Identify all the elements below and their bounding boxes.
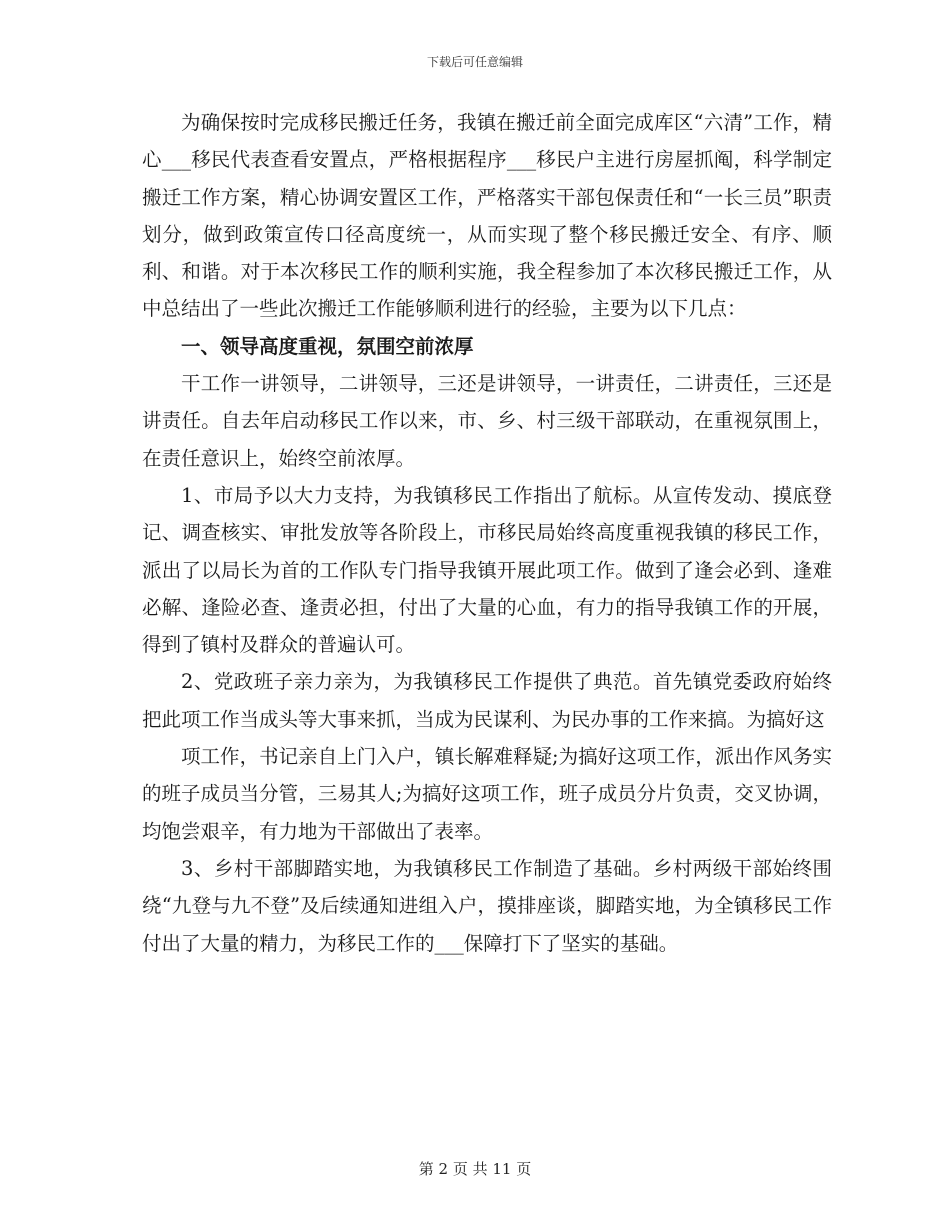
page-number: 第 2 页 共 11 页 — [418, 1160, 532, 1178]
paragraph-leadership: 干工作一讲领导，二讲领导，三还是讲领导，一讲责任，二讲责任，三还是讲责任。自去年启动移民工作以来，市、乡、村三级干部联动，在重视氛围上，在责任意识上，始终空前浓厚。 — [142, 372, 832, 470]
section-heading: 一、领导高度重视，氛围空前浓厚 — [181, 334, 474, 358]
paragraph-point-3: 3、乡村干部脚踏实地，为我镇移民工作制造了基础。乡村两级干部始终围绕“九登与九不登”及后续通知进组入户，摸排座谈，脚踏实地，为全镇移民工作付出了大量的精力，为移民工作的___保障打下了坚实的基础。 — [142, 856, 832, 955]
paragraph-intro: 为确保按时完成移民搬迁任务，我镇在搬迁前全面完成库区“六清”工作，精心___移民代表查看安置点，严格根据程序___移民户主进行房屋抓阄，科学制定搬迁工作方案，精心协调安置区工作，严格落实干部包保责任和“一长三员”职责划分，做到政策宣传口径高度统一，从而实现了整个移民搬迁安全、有序、顺利、和谐。对于本次移民工作的顺利实施，我全程参加了本次移民搬迁工作，从中总结出了一些此次搬迁工作能够顺利进行的经验，主要为以下几点： — [142, 111, 832, 321]
paragraph-point-1: 1、市局予以大力支持，为我镇移民工作指出了航标。从宣传发动、摸底登记、调查核实、审批发放等各阶段上，市移民局始终高度重视我镇的移民工作，派出了以局长为首的工作队专门指导我镇开展此项工作。做到了逢会必到、逢难必解、逢险必查、逢责必担，付出了大量的心血，有力的指导我镇工作的开展，得到了镇村及群众的普遍认可。 — [142, 483, 832, 657]
document-body — [142, 104, 832, 962]
paragraph-point-2-continued: 项工作，书记亲自上门入户，镇长解难释疑;为搞好这项工作，派出作风务实的班子成员当分管，三易其人;为搞好这项工作，班子成员分片负责，交叉协调，均饱尝艰辛，有力地为干部做出了表率。 — [142, 745, 832, 843]
page-header: 下载后可任意编辑 — [426, 55, 523, 69]
paragraph-point-2: 2、党政班子亲力亲为，为我镇移民工作提供了典范。首先镇党委政府始终把此项工作当成头等大事来抓，当成为民谋利、为民办事的工作来搞。为搞好这 — [142, 670, 832, 731]
